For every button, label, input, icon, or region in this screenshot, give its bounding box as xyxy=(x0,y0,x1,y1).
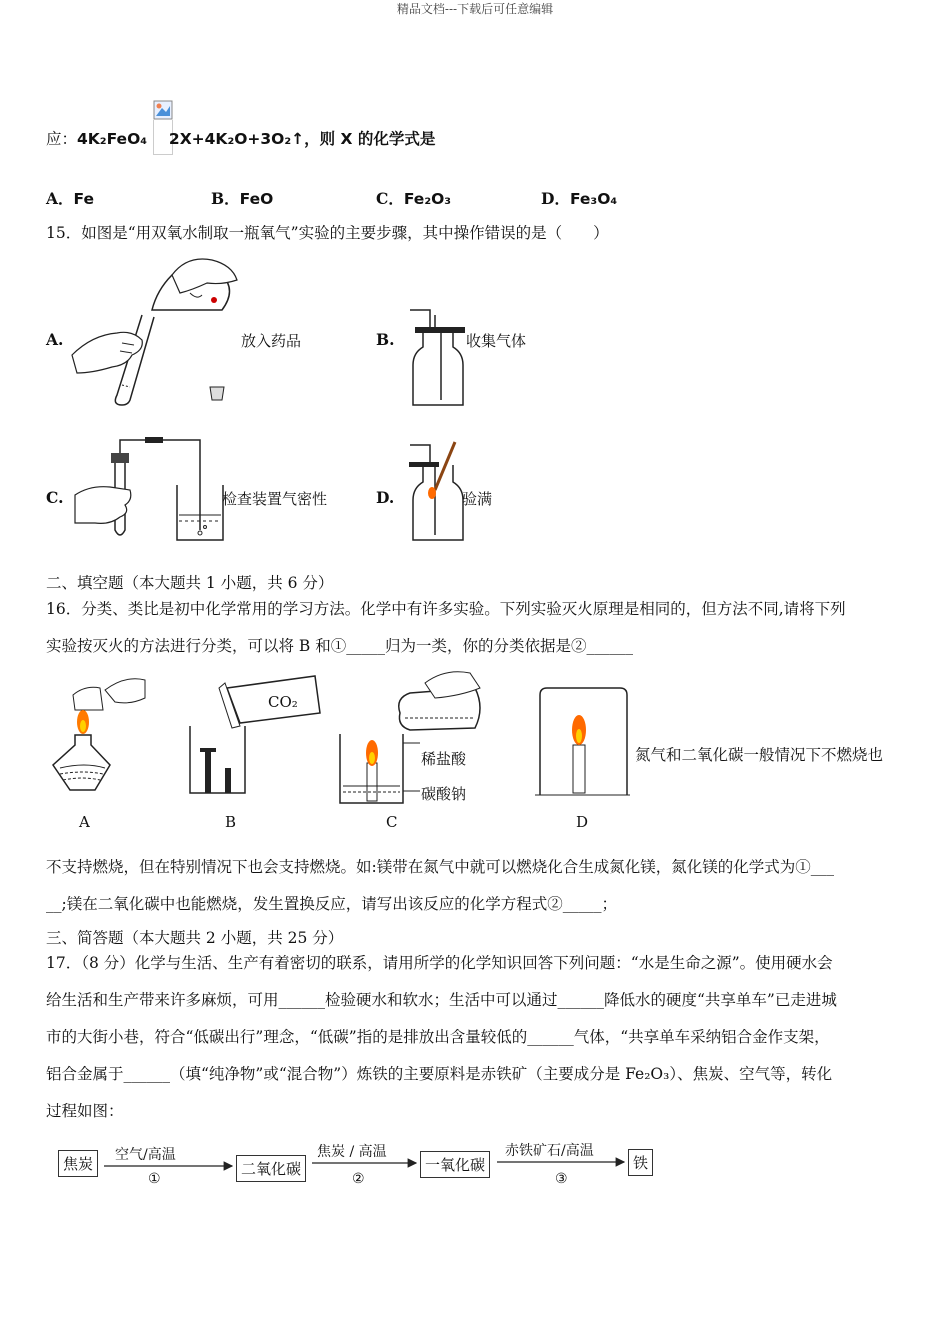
q15-option-c-label[interactable]: C. xyxy=(46,488,64,507)
flow-node-co2: 二氧化碳 xyxy=(236,1155,306,1182)
q14-option-a[interactable]: A．Fe xyxy=(46,189,95,208)
section-3-title: 三、简答题（本大题共 2 小题，共 25 分） xyxy=(46,929,344,947)
flow-step-2: ② xyxy=(352,1171,365,1187)
q17-line-5: 过程如图： xyxy=(46,1102,124,1120)
q16-figure-d-label: D xyxy=(576,813,589,831)
q15-option-b-label[interactable]: B. xyxy=(376,330,395,349)
flow-condition-1: 空气/高温 xyxy=(115,1147,176,1163)
q14-prefix: 应： xyxy=(46,130,78,148)
q15-option-b-caption: 收集气体 xyxy=(466,332,527,350)
q17-line-4: 铝合金属于______（填“纯净物”或“混合物”）炼铁的主要原料是赤铁矿（主要成分是 Fe₂O₃）、焦炭、空气等，转化 xyxy=(46,1065,833,1083)
q16-side-text: 氮气和二氧化碳一般情况下不燃烧也 xyxy=(635,746,884,764)
q15-option-a-caption: 放入药品 xyxy=(241,332,302,350)
q14-suffix: ，则 X 的化学式是 xyxy=(304,130,436,148)
q14-option-c[interactable]: C．Fe₂O₃ xyxy=(376,189,452,208)
flow-step-3: ③ xyxy=(555,1171,568,1187)
q14-option-d[interactable]: D．Fe₃O₄ xyxy=(541,189,618,208)
q15-option-d-caption: 验满 xyxy=(462,490,493,508)
flow-node-iron: 铁 xyxy=(628,1149,653,1176)
q17-line-1: 17．（8 分）化学与生活、生产有着密切的联系，请用所学的化学知识回答下列问题：“水是生命之源”。使用硬水会 xyxy=(46,954,833,972)
dilute-hcl-label: 稀盐酸 xyxy=(421,750,467,768)
flow-condition-3: 赤铁矿石/高温 xyxy=(505,1143,594,1159)
q14-option-b[interactable]: B．FeO xyxy=(211,189,274,208)
flow-condition-2: 焦炭 / 高温 xyxy=(317,1144,387,1160)
co2-bottle-label: CO₂ xyxy=(268,693,298,711)
page-header: 精品文档---下载后可任意编辑 xyxy=(396,2,554,16)
section-2-title: 二、填空题（本大题共 1 小题，共 6 分） xyxy=(46,574,334,592)
q15-option-c-caption: 检查装置气密性 xyxy=(222,490,328,508)
q16-line-2: 实验按灭火的方法进行分类，可以将 B 和①_____归为一类，你的分类依据是②______ xyxy=(46,637,633,655)
q16-figure-b-label: B xyxy=(225,813,237,831)
q16-figure-a-label: A xyxy=(79,813,90,831)
sodium-carbonate-label: 碳酸钠 xyxy=(421,785,467,803)
q16-line-3: 不支持燃烧，但在特别情况下也会支持燃烧。如:镁带在氮气中就可以燃烧化合生成氮化镁，氮化镁的化学式为①___ xyxy=(46,858,834,876)
q15-option-a-label[interactable]: A. xyxy=(46,330,64,349)
flow-node-coke: 焦炭 xyxy=(58,1150,98,1177)
q16-figure-c-label: C xyxy=(386,813,398,831)
q15-option-d-label[interactable]: D. xyxy=(376,488,395,507)
flow-node-co: 一氧化碳 xyxy=(420,1151,490,1178)
q14-equation-left: 4K₂FeO₄ xyxy=(77,130,148,148)
q16-line-4: __;镁在二氧化碳中也能燃烧，发生置换反应，请写出该反应的化学方程式②_____； xyxy=(46,895,617,913)
q17-line-3: 市的大街小巷，符合“低碳出行”理念，“低碳”指的是排放出含量较低的______气体，“共享单车采纳铝合金作支架， xyxy=(46,1028,830,1046)
q14-equation-right: 2X+4K₂O+3O₂↑ xyxy=(168,130,305,148)
q17-line-2: 给生活和生产带来许多麻烦，可用______检验硬水和软水；生活中可以通过______降低水的硬度“共享单车”已走进城 xyxy=(46,991,837,1009)
q15-stem: 15．如图是“用双氧水制取一瓶氧气”实验的主要步骤，其中操作错误的是（ ） xyxy=(46,224,609,242)
flow-step-1: ① xyxy=(148,1171,161,1187)
q16-line-1: 16．分类、类比是初中化学常用的学习方法。化学中有许多实验。下列实验灭火原理是相同的，但方法不同,请将下列 xyxy=(46,600,846,618)
